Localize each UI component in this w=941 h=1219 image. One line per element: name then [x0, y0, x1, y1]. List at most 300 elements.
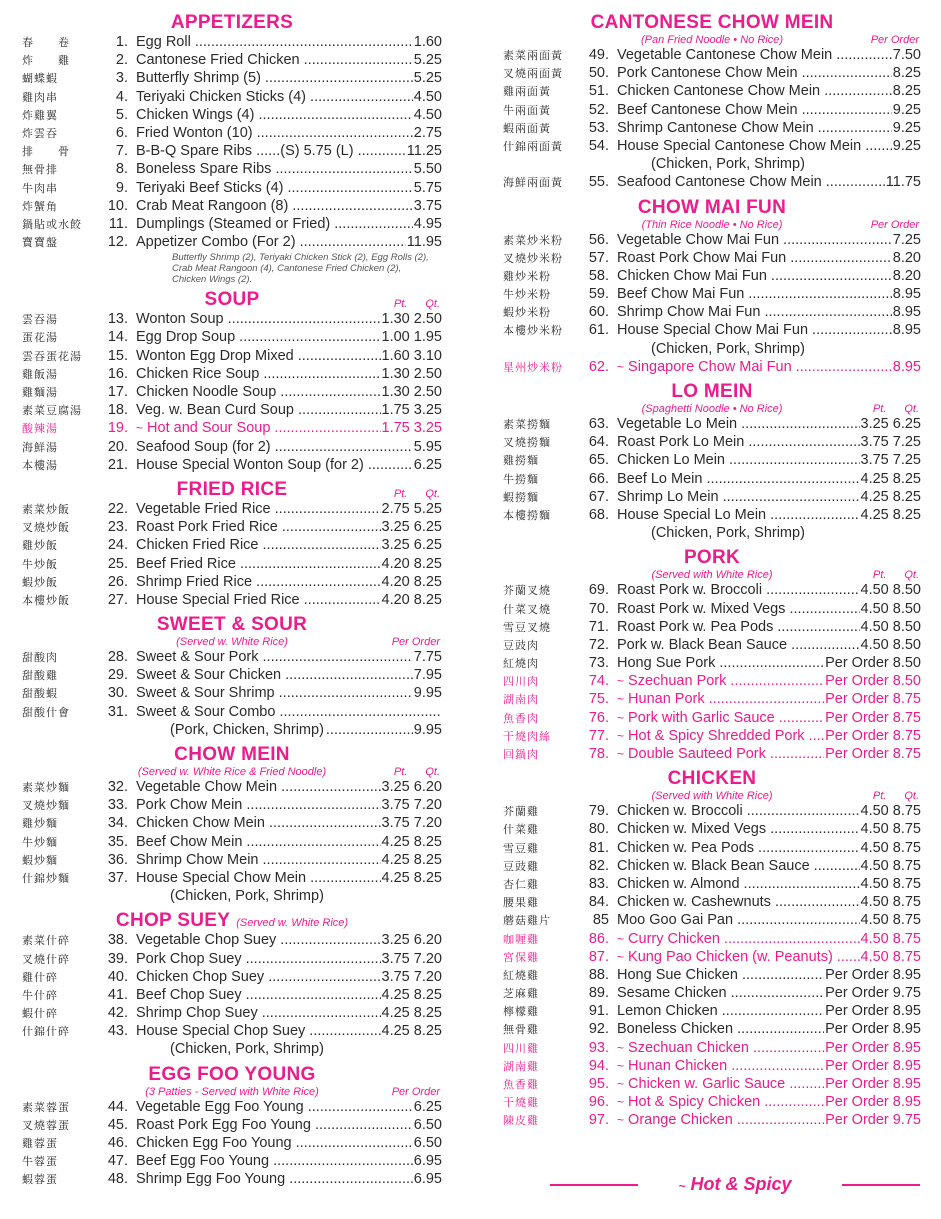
item-name-text: Moo Goo Gai Pan	[617, 912, 734, 929]
item-name-text: Beef Chop Suey	[136, 986, 242, 1003]
item-price: 11.95	[406, 234, 442, 251]
item-price: 2.75 5.25	[381, 500, 442, 517]
item-note: Butterfly Shrimp (2), Teriyaki Chicken Stick (2), Egg Rolls (2), Crab Meat Rangoon (4), Cantonese Fried Chicken (2), Chicken Wings (2).	[172, 252, 429, 286]
item-name	[617, 1021, 824, 1037]
item-price: 9.25	[892, 137, 921, 154]
item-price: 3.75	[413, 197, 442, 214]
chinese-name: 春 卷	[22, 36, 70, 49]
item-price: 4.50 8.75	[860, 803, 921, 820]
item-name	[617, 985, 824, 1001]
item-price: Per Order 9.75	[825, 985, 921, 1002]
item-name	[617, 601, 860, 617]
chinese-name: 雞撈麵	[503, 454, 539, 468]
item-details: (Pork, Chicken, Shrimp)	[170, 721, 324, 738]
item-name-text: Chicken Fried Rice	[136, 537, 259, 554]
item-name-text: House Special Wonton Soup (for 2)	[136, 456, 364, 473]
chinese-name: 鍋貼或水餃	[22, 217, 82, 231]
menu-item	[22, 329, 442, 347]
section-fried-rice	[22, 479, 442, 610]
item-name-text: Vegetable Chow Mein	[136, 779, 278, 795]
item-name	[617, 304, 892, 320]
item-name-text: Sesame Chicken	[617, 985, 727, 1002]
chinese-name: 本樓炒米粉	[503, 324, 563, 338]
item-price: 8.20	[892, 267, 921, 284]
column-header: Qt.	[904, 569, 919, 582]
menu-item	[503, 1058, 921, 1076]
item-number: 14.	[107, 329, 128, 346]
item-name	[617, 250, 892, 266]
item-details: (Chicken, Pork, Shrimp)	[170, 1041, 324, 1058]
item-name-text: Seafood Cantonese Chow Mein	[617, 174, 822, 191]
menu-item	[22, 107, 442, 125]
menu-item	[22, 649, 442, 667]
item-name-text: Chicken Cantonese Chow Mein	[617, 83, 821, 100]
section-title: EGG FOO YOUNG	[148, 1063, 316, 1085]
item-name-text: Pork Chop Suey	[136, 950, 242, 967]
menu-item	[503, 858, 921, 876]
menu-item	[503, 912, 921, 930]
menu-item	[503, 174, 921, 192]
item-number: 12.	[107, 234, 128, 251]
item-name-text: Hong Sue Pork	[617, 655, 716, 672]
menu-item	[22, 1117, 442, 1135]
item-number: 25.	[107, 555, 128, 572]
pepper-icon: ~	[617, 1077, 625, 1091]
item-price: 8.95	[892, 322, 921, 339]
chinese-name: 雞炒飯	[22, 539, 58, 553]
item-price: 4.50 8.50	[860, 600, 921, 617]
item-name-text: Hot & Spicy Chicken	[628, 1094, 761, 1111]
section-chicken	[503, 768, 921, 1130]
item-name-text: Double Sauteed Pork	[628, 746, 766, 762]
pepper-icon: ~	[617, 949, 625, 964]
item-name	[617, 232, 892, 248]
chinese-name: 魚香雞	[503, 1078, 539, 1091]
item-name-text: Roast Pork w. Mixed Vegs	[617, 600, 786, 617]
section-title: CHOW MAI FUN	[637, 196, 787, 218]
item-name	[617, 174, 885, 190]
item-number: 31.	[107, 703, 128, 720]
item-name	[136, 501, 381, 517]
chinese-name: 本樓炒飯	[22, 593, 70, 607]
item-number: 34.	[107, 815, 128, 832]
column-header: Pt.	[872, 569, 887, 582]
item-number: 35.	[107, 833, 128, 850]
item-name	[617, 1058, 824, 1074]
legend-rule-right	[842, 1184, 920, 1186]
item-name	[617, 803, 860, 819]
chinese-name: 豆豉雞	[503, 859, 539, 873]
chinese-name: 素菜什碎	[22, 934, 70, 948]
item-number: 76.	[588, 709, 609, 726]
menu-item	[22, 932, 442, 950]
item-name-text: Chicken w. Cashewnuts	[617, 894, 771, 911]
pepper-icon: ~	[617, 728, 625, 743]
column-headers	[376, 766, 440, 778]
pepper-icon: ~	[617, 1113, 625, 1128]
menu-item	[503, 691, 921, 709]
item-name	[136, 556, 381, 572]
item-number: 46.	[107, 1135, 128, 1151]
menu-item	[503, 489, 921, 507]
chinese-name: 四川雞	[503, 1041, 539, 1055]
item-name-text: Vegetable Chow Mai Fun	[617, 231, 780, 248]
item-details: (Chicken, Pork, Shrimp)	[170, 888, 324, 905]
menu-item	[503, 250, 921, 268]
chinese-name: 牛炒麵	[22, 835, 58, 849]
menu-item	[22, 779, 442, 797]
item-name	[136, 685, 413, 701]
menu-item	[22, 311, 442, 329]
item-number: 51.	[588, 83, 609, 100]
section-subheader	[503, 403, 921, 416]
item-price: 5.95	[413, 438, 442, 455]
item-name-text: Hot and Sour Soup	[147, 420, 271, 437]
chinese-name: 本樓湯	[22, 458, 58, 472]
item-name-text: Hong Sue Chicken	[617, 966, 738, 983]
menu-item	[22, 1153, 442, 1171]
item-price: 4.50 8.75	[860, 857, 921, 874]
section-cantonese-chow-mein	[503, 12, 921, 193]
menu-item	[503, 967, 921, 985]
item-number: 26.	[107, 573, 128, 590]
column-header: Per Order	[391, 636, 440, 649]
section-subtitle: (Served w. White Rice)	[176, 636, 288, 649]
item-number: 13.	[107, 311, 128, 328]
menu-item	[22, 556, 442, 574]
item-name	[617, 102, 892, 118]
item-price: 4.20 8.25	[381, 555, 442, 572]
item-number: 5.	[115, 106, 128, 123]
item-price: 4.50 8.75	[860, 930, 921, 947]
item-number: 48.	[107, 1171, 128, 1188]
item-name-text: Roast Pork Chow Mai Fun	[617, 249, 787, 266]
item-name	[136, 143, 406, 159]
chinese-name: 酸辣湯	[22, 422, 58, 436]
item-price: 4.50 8.75	[860, 912, 921, 929]
item-price: Per Order 8.75	[825, 709, 921, 726]
item-number: 88.	[588, 966, 609, 983]
chinese-name: 湖南肉	[503, 693, 539, 707]
menu-item	[503, 1094, 921, 1112]
item-name	[136, 1135, 413, 1151]
pepper-icon: ~	[617, 1058, 625, 1073]
item-name-text: B-B-Q Spare Ribs ......(S) 5.75 (L)	[136, 143, 354, 160]
item-name	[136, 969, 381, 985]
chinese-name: 素菜兩面黃	[503, 49, 563, 62]
item-name-text: Teriyaki Chicken Sticks (4)	[136, 88, 307, 105]
menu-item	[503, 1003, 921, 1021]
item-name-text: Roast Pork Lo Mein	[617, 434, 745, 451]
item-number: 69.	[588, 582, 609, 599]
item-name	[617, 1040, 824, 1056]
item-number: 11.	[108, 215, 128, 232]
item-number: 94.	[588, 1057, 609, 1074]
item-name-text: Shrimp Cantonese Chow Mein	[617, 119, 814, 136]
item-price: Per Order 8.50	[825, 673, 921, 690]
item-number: 74.	[588, 673, 609, 690]
item-price: 4.25 8.25	[381, 851, 442, 868]
chinese-name: 甜酸雞	[22, 669, 58, 683]
item-price: 3.75 7.20	[381, 797, 442, 814]
item-name-text: Vegetable Fried Rice	[136, 500, 271, 517]
chinese-name: 甜酸肉	[22, 651, 58, 665]
menu-item	[503, 507, 921, 525]
item-price: 7.25	[892, 231, 921, 248]
item-name-text: Roast Pork w. Broccoli	[617, 582, 763, 599]
item-price: 6.50	[413, 1135, 442, 1151]
chinese-name: 排 骨	[22, 145, 70, 159]
column-headers	[855, 403, 919, 415]
menu-item	[503, 471, 921, 489]
item-number: 64.	[588, 434, 609, 451]
item-name-text: Szechuan Pork	[628, 673, 727, 690]
item-name	[136, 519, 381, 535]
item-name	[617, 894, 860, 910]
item-price: 11.25	[406, 143, 442, 160]
item-name-text: Pork w. Black Bean Sauce	[617, 636, 788, 653]
item-name-text: Boneless Spare Ribs	[136, 161, 272, 178]
item-name-text: House Special Chow Mai Fun	[617, 322, 809, 339]
item-price: 4.50 8.75	[860, 821, 921, 838]
item-name	[617, 582, 860, 598]
item-name-text: Chicken w. Black Bean Sauce	[617, 857, 810, 874]
item-number: 83.	[588, 875, 609, 892]
menu-item	[503, 359, 921, 377]
item-name	[617, 691, 824, 707]
item-name-text: Roast Pork Egg Foo Young	[136, 1116, 311, 1133]
item-name-text: Beef Egg Foo Young	[136, 1153, 270, 1170]
item-number: 63.	[588, 416, 609, 432]
column-headers	[853, 219, 919, 231]
item-number: 95.	[588, 1076, 609, 1092]
chinese-name: 紅燒雞	[503, 968, 539, 982]
item-name-text: Roast Pork Fried Rice	[136, 519, 278, 536]
column-headers	[374, 636, 440, 648]
menu-item	[503, 949, 921, 967]
item-name-text: Vegetable Egg Foo Young	[136, 1098, 304, 1115]
item-name	[136, 932, 381, 948]
chinese-name: 甜酸什會	[22, 705, 70, 719]
item-number: 70.	[588, 600, 609, 617]
section-subheader	[22, 1086, 442, 1099]
item-name	[136, 457, 413, 473]
item-price: 4.50 8.75	[860, 894, 921, 911]
menu-item	[503, 102, 921, 120]
item-number: 72.	[588, 636, 609, 653]
item-price: 1.30 2.50	[381, 365, 442, 382]
menu-item	[503, 434, 921, 452]
menu-item	[22, 870, 442, 888]
item-price: 4.25 8.25	[381, 986, 442, 1003]
item-price: Per Order 8.95	[825, 1094, 921, 1111]
item-number: 53.	[588, 119, 609, 136]
section-header	[503, 197, 921, 219]
item-name-text: Sweet & Sour Combo	[136, 703, 276, 720]
item-name-text: Crab Meat Rangoon (8)	[136, 197, 289, 214]
item-number: 67.	[588, 488, 609, 505]
item-name-text: Beef Chow Mein	[136, 833, 243, 850]
hot-spicy-legend	[550, 1172, 920, 1196]
item-continuation	[22, 722, 442, 740]
item-price: 8.25	[892, 83, 921, 100]
item-name	[617, 471, 860, 487]
item-price: 8.20	[892, 249, 921, 266]
item-name	[617, 637, 860, 653]
pepper-icon: ~	[617, 931, 625, 946]
item-number: 78.	[588, 746, 609, 762]
menu-item	[22, 501, 442, 519]
menu-item	[22, 1005, 442, 1023]
chinese-name: 無骨雞	[503, 1023, 539, 1037]
column-header: Per Order	[870, 218, 919, 231]
section-title: PORK	[683, 547, 741, 569]
chinese-name: 雞炒米粉	[503, 269, 551, 283]
section-subheader	[22, 636, 442, 649]
item-number: 19.	[107, 420, 128, 437]
chinese-name: 芝麻雞	[503, 987, 539, 1001]
item-name	[617, 65, 892, 81]
chinese-name: 陳皮雞	[503, 1114, 539, 1128]
item-name	[136, 420, 381, 436]
menu-item	[22, 125, 442, 143]
item-price: 4.25 8.25	[381, 833, 442, 850]
chinese-name: 無骨排	[22, 163, 58, 177]
item-name-text: Hunan Chicken	[628, 1057, 728, 1074]
item-name	[136, 951, 381, 967]
item-name-text: Vegetable Chop Suey	[136, 932, 277, 949]
item-price: Per Order 8.75	[825, 691, 921, 708]
menu-item	[22, 34, 442, 52]
item-price: 3.25 6.25	[381, 537, 442, 554]
item-name	[617, 120, 892, 136]
item-name	[617, 434, 860, 450]
menu-item	[22, 89, 442, 107]
menu-item	[22, 574, 442, 592]
chinese-name: 蝦蓉蛋	[22, 1173, 58, 1187]
column-header: Pt.	[393, 298, 408, 311]
chinese-name: 素菜撈麵	[503, 418, 551, 431]
chinese-name: 星州炒米粉	[503, 360, 563, 374]
hot-spicy-label: Hot & Spicy	[690, 1174, 792, 1194]
item-price: Per Order 8.95	[825, 966, 921, 983]
item-number: 86.	[588, 930, 609, 947]
item-name	[617, 138, 892, 154]
item-name	[136, 852, 381, 868]
menu-item	[503, 120, 921, 138]
menu-item	[22, 402, 442, 420]
menu-item	[503, 268, 921, 286]
item-price: 8.95	[892, 304, 921, 321]
chinese-name: 叉燒兩面黃	[503, 67, 563, 81]
menu-item	[22, 52, 442, 70]
menu-item	[22, 852, 442, 870]
chinese-name: 蝦撈麵	[503, 490, 539, 504]
chinese-name: 牛蓉蛋	[22, 1155, 58, 1169]
section-chow-mein	[22, 744, 442, 906]
chinese-name: 海鮮兩面黃	[503, 176, 563, 190]
item-price: 1.00 1.95	[381, 329, 442, 346]
menu-item	[503, 637, 921, 655]
section-subheader	[503, 569, 921, 582]
chinese-name: 雞蓉蛋	[22, 1137, 58, 1150]
chinese-name: 牛兩面黃	[503, 103, 551, 117]
item-number: 33.	[107, 797, 128, 814]
item-name-text: Vegetable Cantonese Chow Mein	[617, 47, 833, 63]
menu-item	[22, 1135, 442, 1153]
item-number: 7.	[115, 143, 128, 160]
item-name	[136, 34, 413, 50]
chinese-name: 雪豆雞	[503, 841, 539, 855]
item-name-text: Butterfly Shrimp (5)	[136, 70, 261, 87]
item-name	[136, 329, 381, 345]
item-number: 62.	[588, 358, 609, 375]
item-price: 4.25 8.25	[860, 470, 921, 487]
item-price: 4.50 8.50	[860, 618, 921, 635]
item-name	[136, 107, 413, 123]
item-price: 3.25 6.20	[381, 932, 442, 949]
menu-item	[22, 143, 442, 161]
item-price: 9.95	[413, 685, 442, 702]
chinese-name: 芥蘭雞	[503, 805, 539, 819]
section-title: CHOP SUEY	[115, 910, 231, 932]
item-price: Per Order 8.75	[825, 727, 921, 744]
chinese-name: 紅燒肉	[503, 657, 539, 671]
section-chop-suey	[22, 910, 442, 1059]
item-name	[617, 359, 892, 375]
item-price: 3.75 7.25	[860, 434, 921, 451]
section-subheader	[22, 766, 442, 779]
left-column	[22, 12, 442, 1194]
column-header: Qt.	[425, 298, 440, 311]
chinese-name: 甜酸蝦	[22, 687, 58, 701]
section-subtitle: (Served with White Rice)	[651, 569, 773, 582]
pepper-icon: ~	[617, 692, 625, 707]
item-number: 73.	[588, 655, 609, 672]
menu-item	[22, 969, 442, 987]
item-number: 77.	[588, 727, 609, 744]
column-header: Qt.	[425, 766, 440, 778]
item-price: 7.95	[413, 667, 442, 684]
item-price: Per Order 8.95	[825, 1039, 921, 1056]
item-name	[617, 322, 892, 338]
chinese-name: 蝦炒米粉	[503, 306, 551, 320]
menu-item	[503, 65, 921, 83]
chinese-name: 叉燒炒飯	[22, 521, 70, 535]
item-number: 71.	[588, 618, 609, 635]
item-price: 11.75	[885, 174, 921, 191]
menu-item	[503, 286, 921, 304]
chinese-name: 素菜豆腐湯	[22, 404, 82, 418]
item-name-text: Chicken w. Almond	[617, 875, 740, 892]
item-name	[136, 216, 413, 232]
chinese-name: 牛肉串	[22, 181, 58, 195]
chinese-name: 檸檬雞	[503, 1005, 539, 1019]
item-name	[136, 311, 381, 327]
section-subheader	[503, 790, 921, 803]
menu-item	[503, 710, 921, 728]
item-number: 59.	[588, 286, 609, 303]
item-name	[617, 912, 860, 928]
item-name-text: Sweet & Sour Shrimp	[136, 685, 275, 702]
menu-item	[503, 655, 921, 673]
item-name-text: Hot & Spicy Shredded Pork	[628, 727, 805, 744]
section-pork	[503, 547, 921, 764]
menu-item	[22, 234, 442, 252]
column-header: Pt.	[393, 766, 408, 778]
item-name-text: Fried Wonton (10)	[136, 124, 253, 141]
item-number: 91.	[588, 1003, 609, 1020]
